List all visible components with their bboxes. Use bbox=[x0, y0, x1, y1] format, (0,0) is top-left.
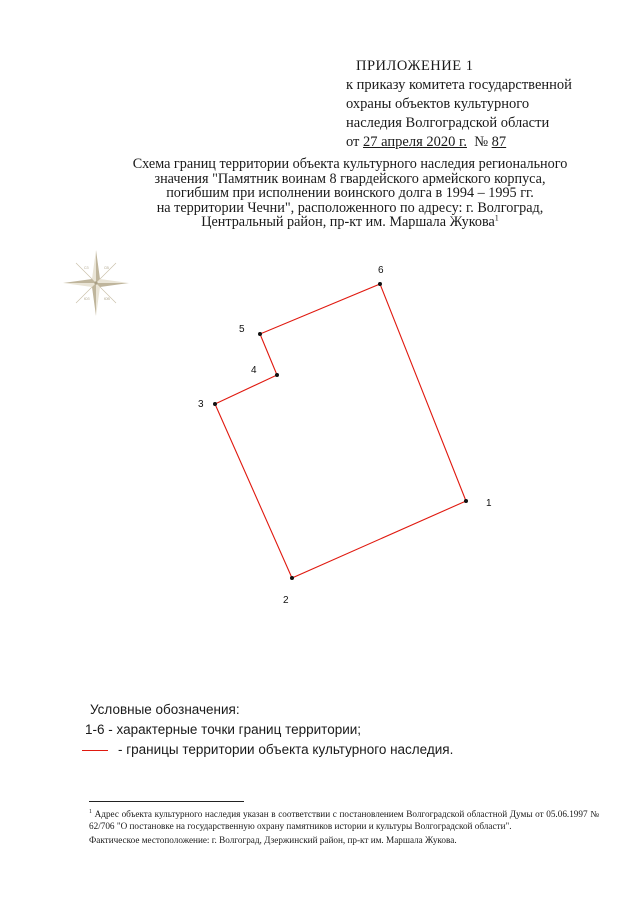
point-label-4: 4 bbox=[251, 365, 257, 376]
svg-text:ЮВ: ЮВ bbox=[104, 297, 110, 301]
boundary-point-3 bbox=[213, 402, 217, 406]
order-number: 87 bbox=[491, 134, 507, 150]
boundary-point-2 bbox=[290, 576, 294, 580]
legend-points-row bbox=[85, 720, 570, 740]
boundary-point-5 bbox=[258, 332, 262, 336]
point-label-1: 1 bbox=[486, 498, 492, 509]
boundary-point-1 bbox=[464, 499, 468, 503]
boundary-point-6 bbox=[378, 282, 382, 286]
order-from-label: от bbox=[346, 134, 360, 150]
svg-text:ЮЗ: ЮЗ bbox=[84, 297, 90, 301]
compass-rose-icon bbox=[63, 250, 129, 316]
footnote-text: Адрес объекта культурного наследия указан в соответствии с постановлением Волгоградской областной Думы от 05.06.1997 № 62/706 "О постановке на государственную охрану памятников истории и культуры Волгоградской области". bbox=[89, 809, 599, 831]
legend-points-text: - характерные точки границ территории; bbox=[108, 722, 362, 737]
point-label-5: 5 bbox=[239, 324, 245, 335]
legend-line-text: - границы территории объекта культурного наследия. bbox=[118, 742, 454, 757]
point-label-6: 6 bbox=[378, 265, 384, 276]
scheme-title-line-3: погибшим при исполнении воинского долга в 1994 – 1995 гг. bbox=[166, 185, 534, 201]
appendix-line-2: охраны объектов культурного bbox=[346, 96, 530, 112]
scheme-title-line-1: Схема границ территории объекта культурного наследия регионального bbox=[132, 156, 568, 172]
legend-heading: Условные обозначения: bbox=[90, 702, 240, 717]
svg-text:СВ: СВ bbox=[104, 266, 109, 270]
legend-line-row bbox=[90, 740, 570, 760]
footnote-main bbox=[89, 809, 599, 832]
legend-boundary-line-swatch bbox=[82, 750, 108, 751]
legend-points-symbol: 1-6 bbox=[85, 722, 105, 737]
scheme-title-line-2: значения "Памятник воинам 8 гвардейского армейского корпуса, bbox=[154, 170, 546, 187]
order-date: 27 апреля 2020 г. bbox=[363, 134, 467, 150]
territory-boundary bbox=[215, 284, 466, 578]
scheme-title-line-4: на территории Чечни", расположенного по адресу: г. Волгоград, bbox=[156, 199, 544, 216]
boundary-point-4 bbox=[275, 373, 279, 377]
point-label-3: 3 bbox=[198, 399, 204, 410]
appendix-line-1: к приказу комитета государственной bbox=[346, 77, 572, 93]
footnote-fact: Фактическое местоположение: г. Волгоград, Дзержинский район, пр-кт им. Маршала Жукова. bbox=[89, 835, 457, 845]
legend bbox=[85, 700, 570, 760]
order-number-label: № bbox=[474, 134, 489, 150]
footnote bbox=[89, 809, 599, 847]
point-label-2: 2 bbox=[283, 595, 289, 606]
svg-text:СЗ: СЗ bbox=[84, 266, 89, 270]
footnote-ref: 1 bbox=[494, 213, 499, 223]
scheme-title-address: Центральный район, пр-кт им. Маршала Жукова bbox=[201, 214, 495, 230]
footnote-separator bbox=[89, 801, 244, 802]
appendix-title: ПРИЛОЖЕНИЕ 1 bbox=[356, 58, 474, 74]
footnote-mark: 1 bbox=[89, 808, 92, 815]
appendix-line-3: наследия Волгоградской области bbox=[346, 115, 550, 131]
